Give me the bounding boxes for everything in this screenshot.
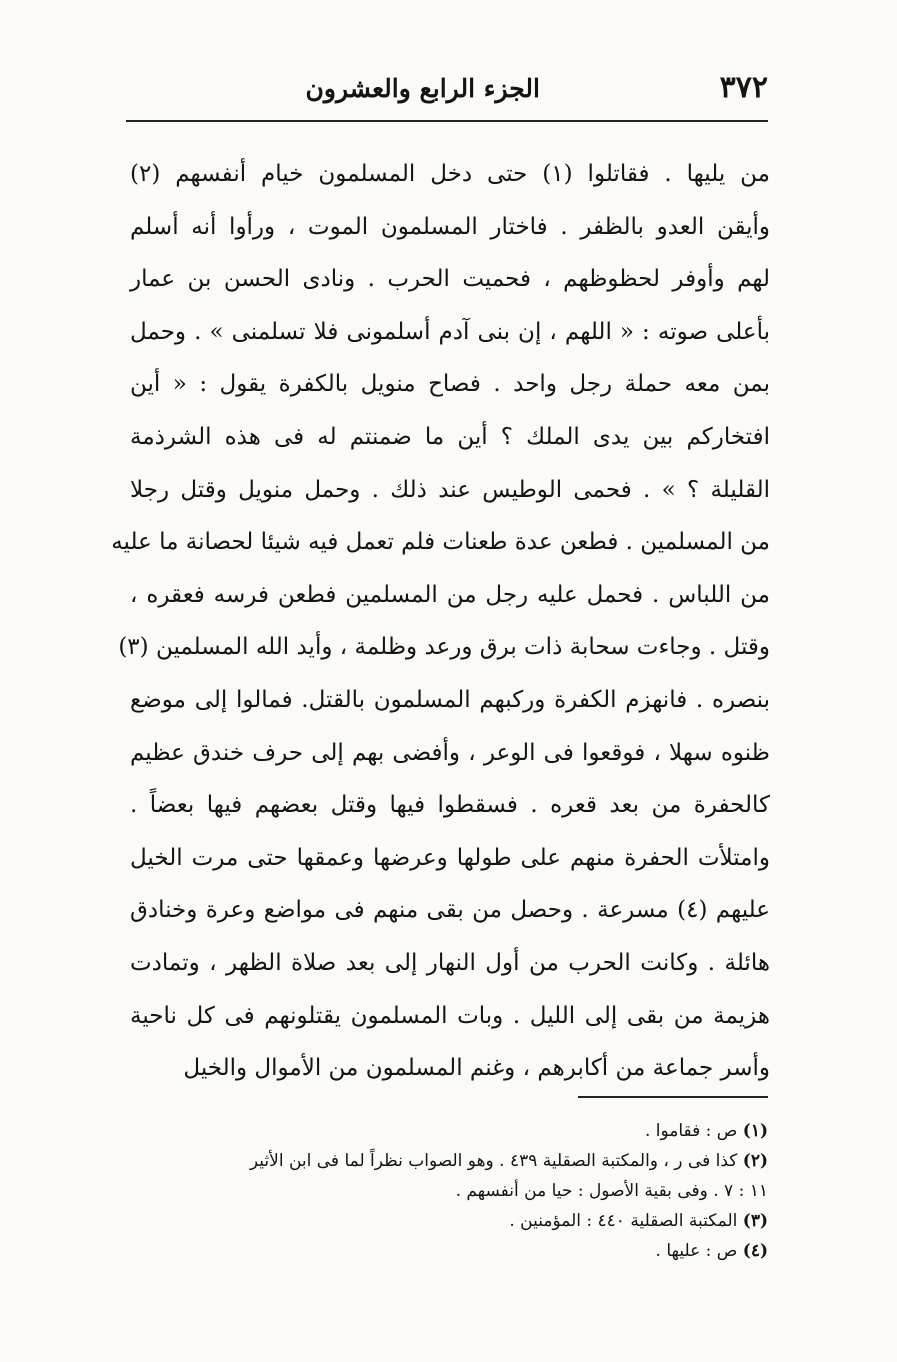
text-line: ظنوه سهلا ، فوقعوا فى الوعر ، وأفضى بهم إلى حرف خندق عظيم [130,739,770,766]
footnote-number: (٢) [742,1151,768,1171]
text-line: من يليها . فقاتلوا (١) حتى دخل المسلمون خيام أنفسهم (٢) [130,161,770,187]
running-title: الجزء الرابع والعشرون [305,74,540,103]
text-line: وامتلأت الحفرة منهم على طولها وعرضها وعمقها حتى مرت الخيل [130,844,770,871]
page-header [126,66,768,114]
text-line: هزيمة من بقى إلى الليل . وبات المسلمون يقتلونهم فى كل ناحية [130,1002,770,1029]
text-line: من اللباس . فحمل عليه رجل من المسلمين فطعن فرسه فعقره ، [130,581,770,608]
footnotes [126,1116,768,1266]
text-line: القليلة ؟ » . فحمى الوطيس عند ذلك . وحمل منويل وقتل رجلا [130,476,770,503]
footnote-text: ص : فقاموا . [644,1121,738,1141]
text-line: لهم وأوفر لحظوظهم ، فحميت الحرب . ونادى الحسن بن عمار [130,266,770,293]
text-line: وأسر جماعة من أكابرهم ، وغنم المسلمون من الأموال والخيل [183,1055,770,1082]
page-number: ٣٧٢ [719,70,768,105]
text-line: عليهم (٤) مسرعة . وحصل من بقى منهم فى مواضع وعرة وخنادق [130,897,770,924]
footnote-text: ١١ : ٧ . وفى بقية الأصول : حيا من أنفسهم . [455,1181,768,1201]
footnote-continuation [126,1176,768,1206]
text-line: كالحفرة من بعد قعره . فسقطوا فيها وقتل بعضهم فيها بعضاً . [130,792,770,819]
footnote-rule [578,1096,768,1098]
footnote-text: كذا فى ر ، والمكتبة الصقلية ٤٣٩ . وهو الصواب نظراً لما فى ابن الأثير [249,1151,738,1171]
footnote-number: (٤) [742,1241,768,1261]
footnote-text: المكتبة الصقلية ٤٤٠ : المؤمنين . [509,1211,738,1231]
footnote [126,1236,768,1266]
text-line: هائلة . وكانت الحرب من أول النهار إلى بعد صلاة الظهر ، وتمادت [130,949,770,976]
text-line: بنصره . فانهزم الكفرة وركبهم المسلمون بالقتل. فمالوا إلى موضع [130,686,770,713]
text-line: بأعلى صوته : « اللهم ، إن بنى آدم أسلمونى فلا تسلمنى » . وحمل [130,318,770,345]
footnote [126,1116,768,1146]
text-line: من المسلمين . فطعن عدة طعنات فلم تعمل فيه شيئا لحصانة ما عليه [111,529,770,556]
text-line: وقتل . وجاءت سحابة ذات برق ورعد وظلمة ، وأيد الله المسلمين (٣) [118,634,770,661]
main-text [111,148,770,1095]
footnote-text: ص : عليها . [655,1241,738,1261]
text-line: افتخاركم بين يدى الملك ؟ أين ما ضمنتم له فى هذه الشرذمة [130,423,770,450]
footnote-number: (٣) [742,1211,768,1231]
text-line: بمن معه حملة رجل واحد . فصاح منويل بالكفرة يقول : « أين [130,371,770,398]
footnote-number: (١) [742,1121,768,1141]
header-rule [126,120,768,122]
footnote [126,1146,768,1176]
footnote [126,1206,768,1236]
text-line: وأيقن العدو بالظفر . فاختار المسلمون الموت ، ورأوا أنه أسلم [130,213,770,240]
